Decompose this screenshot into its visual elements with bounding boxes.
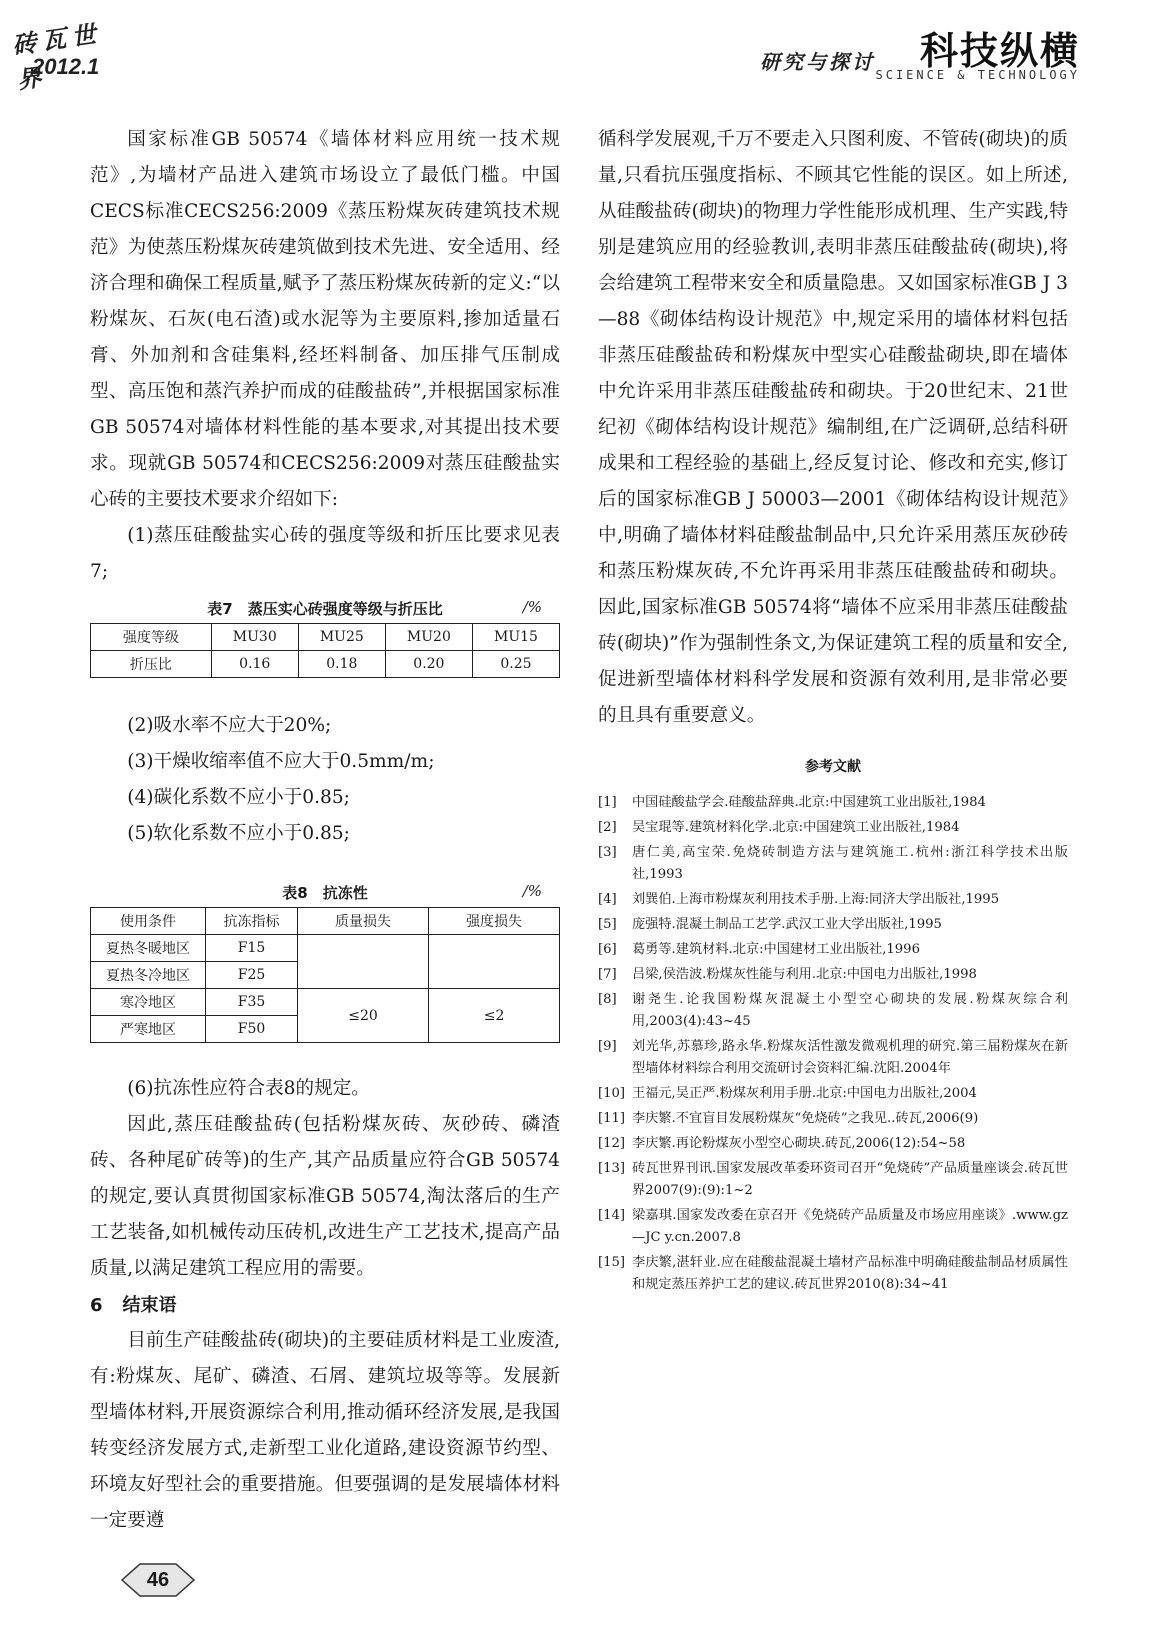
table-header-row [91, 908, 560, 935]
reference-number: [4] [598, 892, 617, 907]
table-cell: F50 [206, 1016, 298, 1043]
table-cell [297, 935, 428, 989]
right-column [598, 122, 1068, 1299]
reference-number: [5] [598, 917, 617, 932]
table-cell: 强度等级 [91, 624, 212, 651]
reference-text: 吕梁,侯浩波.粉煤灰性能与利用.北京:中国电力出版社,1998 [632, 967, 977, 982]
table-cell: 折压比 [91, 651, 212, 678]
reference-number: [15] [598, 1255, 626, 1270]
table-cell: 使用条件 [91, 908, 206, 935]
table-row [91, 935, 560, 962]
table-cell: 0.20 [385, 651, 472, 678]
table-cell: 0.16 [211, 651, 298, 678]
reference-text: 唐仁美,高宝荣.免烧砖制造方法与建筑施工.杭州:浙江科学技术出版社,1993 [632, 845, 1068, 882]
table-cell: MU25 [298, 624, 385, 651]
reference-item [598, 1252, 1068, 1296]
table-row [91, 651, 560, 678]
table-cell: 抗冻指标 [206, 908, 298, 935]
reference-text: 吴宝琨等.建筑材料化学.北京:中国建筑工业出版社,1984 [632, 820, 960, 835]
reference-text: 砖瓦世界刊讯.国家发展改革委环资司召开“免烧砖”产品质量座谈会.砖瓦世界2007(9):(9):1~2 [632, 1161, 1068, 1198]
issue-date: 2012.1 [32, 54, 100, 79]
reference-item [598, 889, 1068, 911]
requirement-item: (5)软化系数不应小于0.85; [127, 823, 350, 844]
table-cell: 夏热冬冷地区 [91, 962, 206, 989]
journal-name: 砖瓦世界 [10, 18, 104, 95]
reference-number: [12] [598, 1136, 626, 1151]
page-number-badge [118, 1560, 198, 1600]
table7 [90, 623, 560, 678]
reference-text: 李庆繁.再论粉煤灰小型空心砌块.砖瓦,2006(12):54~58 [632, 1136, 966, 1151]
column-title: 科技纵横 [919, 29, 1080, 73]
table-cell: F15 [206, 935, 298, 962]
reference-item [598, 1083, 1068, 1105]
table-cell [429, 935, 560, 989]
reference-text: 李庆繁.不宜盲目发展粉煤灰“免烧砖”之我见..砖瓦,2006(9) [632, 1111, 979, 1126]
table-cell: 严寒地区 [91, 1016, 206, 1043]
reference-text: 中国硅酸盐学会.硅酸盐辞典.北京:中国建筑工业出版社,1984 [632, 795, 986, 810]
reference-item [598, 964, 1068, 986]
table-row [91, 989, 560, 1016]
requirement-item: (2)吸水率不应大于20%; [127, 715, 332, 736]
reference-item [598, 1158, 1068, 1202]
reference-number: [1] [598, 795, 617, 810]
reference-item [598, 817, 1068, 839]
table-cell: ≤20 [297, 989, 428, 1043]
requirement-item: (6)抗冻性应符合表8的规定。 [127, 1078, 370, 1099]
paragraph: 因此,蒸压硅酸盐砖(包括粉煤灰砖、灰砂砖、磷渣砖、各种尾矿砖等)的生产,其产品质量应符合GB 50574的规定,要认真贯彻国家标准GB 50574,淘汰落后的生产工艺装备,如机械传动压砖机,改进生产工艺技术,提高产品质量,以满足建筑工程应用的需要。 [90, 1114, 560, 1279]
reference-number: [7] [598, 967, 617, 982]
table8-caption [90, 882, 560, 903]
reference-item [598, 842, 1068, 886]
section-title: 结束语 [122, 1295, 177, 1316]
reference-text: 王福元,吴正严.粉煤灰利用手册.北京:中国电力出版社,2004 [632, 1086, 977, 1101]
reference-text: 刘巽伯.上海市粉煤灰利用技术手册.上海:同济大学出版社,1995 [632, 892, 1000, 907]
table-cell: MU20 [385, 624, 472, 651]
paragraph: 国家标准GB 50574《墙体材料应用统一技术规范》,为墙材产品进入建筑市场设立了最低门槛。中国CECS标准CECS256:2009《蒸压粉煤灰砖建筑技术规范》为使蒸压粉煤灰砖建筑做到技术先进、安全适用、经济合理和确保工程质量,赋予了蒸压粉煤灰砖新的定义:“以粉煤灰、石灰(电石渣)或水泥等为主要原料,掺加适量石膏、外加剂和含硅集料,经坯料制备、加压排气压制成型、高压饱和蒸汽养护而成的硅酸盐砖”,并根据国家标准GB 50574对墙体材料性能的基本要求,对其提出技术要求。现就GB 50574和CECS256:2009对蒸压硅酸盐实心砖的主要技术要求介绍如下: [90, 129, 560, 510]
reference-item [598, 1036, 1068, 1080]
reference-text: 李庆繁,湛轩业.应在硅酸盐混凝土墙材产品标准中明确硅酸盐制品材质属性和规定蒸压养护工艺的建议.砖瓦世界2010(8):34~41 [632, 1255, 1068, 1292]
table8 [90, 907, 560, 1043]
references-title: 参考文献 [805, 759, 861, 775]
reference-number: [11] [598, 1111, 626, 1126]
table7-unit: /% [522, 598, 542, 616]
paragraph: 循科学发展观,千万不要走入只图利废、不管砖(砌块)的质量,只看抗压强度指标、不顾其它性能的误区。如上所述,从硅酸盐砖(砌块)的物理力学性能形成机理、生产实践,特别是建筑应用的经验教训,表明非蒸压硅酸盐砖(砌块),将会给建筑工程带来安全和质量隐患。又如国家标准GB J 3—88《砌体结构设计规范》中,规定采用的墙体材料包括非蒸压硅酸盐砖和粉煤灰中型实心硅酸盐砌块,即在墙体中允许采用非蒸压硅酸盐砖和砌块。于20世纪末、21世纪初《砌体结构设计规范》编制组,在广泛调研,总结科研成果和工程经验的基础上,经反复讨论、修改和充实,修订后的国家标准GB J 50003—2001《砌体结构设计规范》中,明确了墙体材料硅酸盐制品中,只允许采用蒸压灰砂砖和蒸压粉煤灰砖,不允许再采用非蒸压硅酸盐砖和砌块。因此,国家标准GB 50574将“墙体不应采用非蒸压硅酸盐砖(砌块)”作为强制性条文,为保证建筑工程的质量和安全,促进新型墙体材料科学发展和资源有效利用,是非常必要的且具有重要意义。 [598, 129, 1068, 726]
reference-text: 刘光华,苏慕珍,路永华.粉煤灰活性激发微观机理的研究.第三届粉煤灰在新型墙体材料综合利用交流研讨会资料汇编.沈阳.2004年 [632, 1039, 1068, 1076]
table-cell: F25 [206, 962, 298, 989]
table-cell: MU30 [211, 624, 298, 651]
reference-list [598, 792, 1068, 1296]
table-cell: 0.18 [298, 651, 385, 678]
reference-item [598, 939, 1068, 961]
requirement-item: (3)干燥收缩率值不应大于0.5mm/m; [127, 751, 435, 772]
section-heading [90, 1291, 560, 1317]
left-column [90, 122, 560, 1539]
page-number: 46 [146, 1569, 170, 1591]
reference-item [598, 914, 1068, 936]
reference-item [598, 1133, 1068, 1155]
table8-unit: /% [522, 882, 542, 900]
section-label: 研究与探讨 [760, 50, 875, 74]
reference-number: [13] [598, 1161, 626, 1176]
table8-title: 表8 抗冻性 [282, 884, 368, 902]
paragraph: (1)蒸压硅酸盐实心砖的强度等级和折压比要求见表7; [90, 525, 560, 582]
reference-item [598, 1205, 1068, 1249]
reference-text: 庞强特.混凝土制品工艺学.武汉工业大学出版社,1995 [632, 917, 942, 932]
column-title-en: SCIENCE & TECHNOLOGY [875, 68, 1080, 82]
section-number: 6 [90, 1295, 103, 1316]
reference-number: [8] [598, 992, 617, 1007]
reference-number: [6] [598, 942, 617, 957]
reference-number: [3] [598, 845, 617, 860]
table7-caption [90, 598, 560, 619]
reference-text: 谢尧生.论我国粉煤灰混凝土小型空心砌块的发展.粉煤灰综合利用,2003(4):43~45 [632, 992, 1068, 1029]
table-cell: MU15 [472, 624, 559, 651]
reference-number: [10] [598, 1086, 626, 1101]
reference-number: [9] [598, 1039, 617, 1054]
table-cell: 质量损失 [297, 908, 428, 935]
reference-item [598, 792, 1068, 814]
table7-title: 表7 蒸压实心砖强度等级与折压比 [207, 600, 443, 618]
table-cell: F35 [206, 989, 298, 1016]
table-cell: 夏热冬暖地区 [91, 935, 206, 962]
table-cell: 寒冷地区 [91, 989, 206, 1016]
reference-number: [14] [598, 1208, 626, 1223]
table-header-row [91, 624, 560, 651]
reference-text: 葛勇等.建筑材料.北京:中国建材工业出版社,1996 [632, 942, 920, 957]
requirement-item: (4)碳化系数不应小于0.85; [127, 787, 350, 808]
reference-item [598, 1108, 1068, 1130]
reference-text: 梁嘉琪.国家发改委在京召开《免烧砖产品质量及市场应用座谈》.www.gz—JC y.cn.2007.8 [632, 1208, 1068, 1245]
paragraph: 目前生产硅酸盐砖(砌块)的主要硅质材料是工业废渣,有:粉煤灰、尾矿、磷渣、石屑、建筑垃圾等等。发展新型墙体材料,开展资源综合利用,推动循环经济发展,是我国转变经济发展方式,走新型工业化道路,建设资源节约型、环境友好型社会的重要措施。但要强调的是发展墙体材料一定要遵 [90, 1330, 560, 1531]
reference-number: [2] [598, 820, 617, 835]
reference-item [598, 989, 1068, 1033]
table-cell: 0.25 [472, 651, 559, 678]
table-cell: ≤2 [429, 989, 560, 1043]
table-cell: 强度损失 [429, 908, 560, 935]
journal-logo [10, 18, 126, 95]
page-header [760, 18, 1080, 88]
